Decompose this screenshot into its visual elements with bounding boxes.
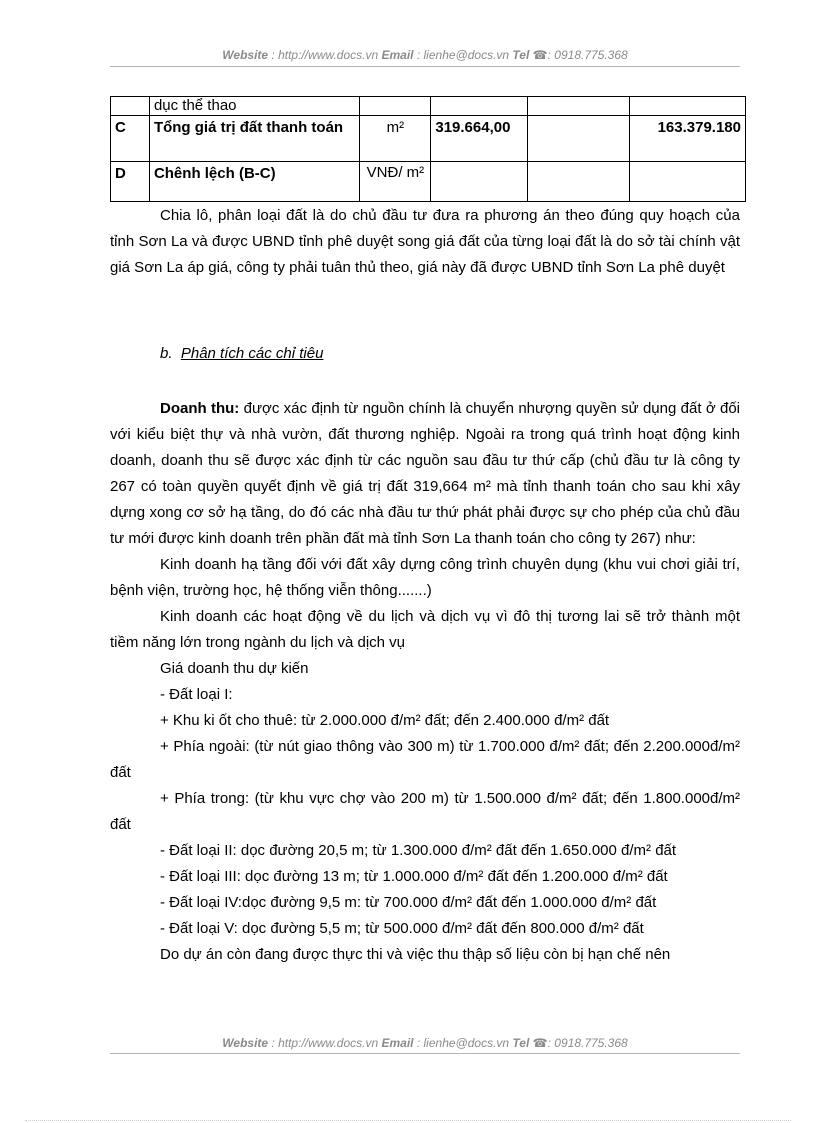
table-cell: m² xyxy=(360,116,431,162)
email-value[interactable]: : lienhe@docs.vn xyxy=(416,48,510,62)
table-row xyxy=(111,97,746,116)
tel-label: Tel xyxy=(512,48,530,62)
list-item: - Đất loại IV:dọc đường 9,5 m: từ 700.000 đ/m² đất đến 1.000.000 đ/m² đất xyxy=(160,894,657,911)
tel-label: Tel xyxy=(512,1036,530,1050)
paragraph-infrastructure: Kinh doanh hạ tầng đối với đất xây dựng công trình chuyên dụng (khu vui chơi giải trí, bệnh viện, trường học, hệ thống viễn thông.......) xyxy=(110,556,740,599)
footer-rule xyxy=(110,1053,740,1054)
list-item: - Đất loại III: dọc đường 13 m; từ 1.000.000 đ/m² đất đến 1.200.000 đ/m² đất xyxy=(160,868,668,885)
list-item: + Phía trong: (từ khu vực chợ vào 200 m) từ 1.500.000 đ/m² đất; đến 1.800.000đ/m² đất xyxy=(110,790,740,833)
table-cell: Tổng giá trị đất thanh toán xyxy=(149,116,360,162)
website-label: Website xyxy=(222,48,269,62)
table-cell xyxy=(360,97,431,116)
section-heading-b xyxy=(110,341,740,367)
list-item: + Phía ngoài: (từ nút giao thông vào 300 m) từ 1.700.000 đ/m² đất; đến 2.200.000đ/m² đất xyxy=(110,738,740,781)
heading-marker: b. xyxy=(160,345,173,362)
document-body xyxy=(110,203,740,281)
paragraph-final: Do dự án còn đang được thực thi và việc thu thập số liệu còn bị hạn chế nên xyxy=(160,946,671,963)
revenue-section xyxy=(110,396,740,968)
table-cell xyxy=(528,97,630,116)
table-cell xyxy=(528,116,630,162)
table-cell xyxy=(111,97,150,116)
revenue-label: Doanh thu: xyxy=(160,400,240,417)
heading-title: Phân tích các chỉ tiêu xyxy=(180,345,324,362)
phone-icon: ☎ xyxy=(532,48,548,62)
email-value[interactable]: : lienhe@docs.vn xyxy=(416,1036,510,1050)
website-label: Website xyxy=(222,1036,269,1050)
table-cell xyxy=(431,162,528,202)
table-cell: D xyxy=(111,162,150,202)
revenue-text: được xác định từ nguồn chính là chuyển nhượng quyền sử dụng đất ở đối với kiểu biệt thự và nhà vườn, đất thương nghiệp. Ngoài ra trong quá trình hoạt động kinh doanh, doanh thu sẽ được xác định từ các nguồn sau đầu tư thứ cấp (chủ đầu tư là công ty 267 có toàn quyền quyết định về giá trị đất 319,664 m² mà tỉnh thanh toán cho sau khi xây dựng xong cơ sở hạ tầng, do đó các nhà đầu tư thứ phát phải được sự cho phép của chủ đầu tư mới được kinh doanh trên phần đất mà tỉnh Sơn La thanh toán cho công ty 267) như: xyxy=(110,400,740,547)
page-edge-dots xyxy=(25,1120,791,1121)
page-header xyxy=(110,48,740,62)
table-cell xyxy=(630,97,746,116)
page-footer xyxy=(110,1036,740,1050)
table-cell: C xyxy=(111,116,150,162)
header-rule xyxy=(110,66,740,67)
table-row xyxy=(111,162,746,202)
list-item: - Đất loại I: xyxy=(160,686,233,703)
expected-revenue-label: Giá doanh thu dự kiến xyxy=(160,660,309,677)
list-item: + Khu ki ốt cho thuê: từ 2.000.000 đ/m² đất; đến 2.400.000 đ/m² đất xyxy=(160,712,610,729)
table-cell: VNĐ/ m² xyxy=(360,162,431,202)
tel-value: : 0918.775.368 xyxy=(547,1036,628,1050)
website-url[interactable]: : http://www.docs.vn xyxy=(271,48,379,62)
table-cell: Chênh lệch (B-C) xyxy=(149,162,360,202)
land-value-table xyxy=(110,96,746,202)
table-cell: 163.379.180 xyxy=(630,116,746,162)
table-cell: dục thể thao xyxy=(149,97,360,116)
paragraph-revenue xyxy=(110,396,740,552)
table-row xyxy=(111,116,746,162)
table-cell: 319.664,00 xyxy=(431,116,528,162)
table-cell xyxy=(431,97,528,116)
tel-value: : 0918.775.368 xyxy=(547,48,628,62)
list-item: - Đất loại V: dọc đường 5,5 m; từ 500.000 đ/m² đất đến 800.000 đ/m² đất xyxy=(160,920,644,937)
paragraph-land-allocation: Chia lô, phân loại đất là do chủ đầu tư đưa ra phương án theo đúng quy hoạch của tỉnh Sơn La và được UBND tỉnh phê duyệt song giá đất của từng loại đất là do sở tài chính vật giá Sơn La áp giá, công ty phải tuân thủ theo, giá này đã được UBND tỉnh Sơn La phê duyệt xyxy=(110,207,740,276)
website-url[interactable]: : http://www.docs.vn xyxy=(271,1036,379,1050)
list-item: - Đất loại II: dọc đường 20,5 m; từ 1.300.000 đ/m² đất đến 1.650.000 đ/m² đất xyxy=(160,842,677,859)
paragraph-tourism: Kinh doanh các hoạt động về du lịch và dịch vụ vì đô thị tương lai sẽ trở thành một tiềm năng lớn trong ngành du lịch và dịch vụ xyxy=(110,608,740,651)
email-label: Email xyxy=(381,48,414,62)
table-cell xyxy=(528,162,630,202)
table-cell xyxy=(630,162,746,202)
phone-icon: ☎ xyxy=(532,1036,548,1050)
email-label: Email xyxy=(381,1036,414,1050)
